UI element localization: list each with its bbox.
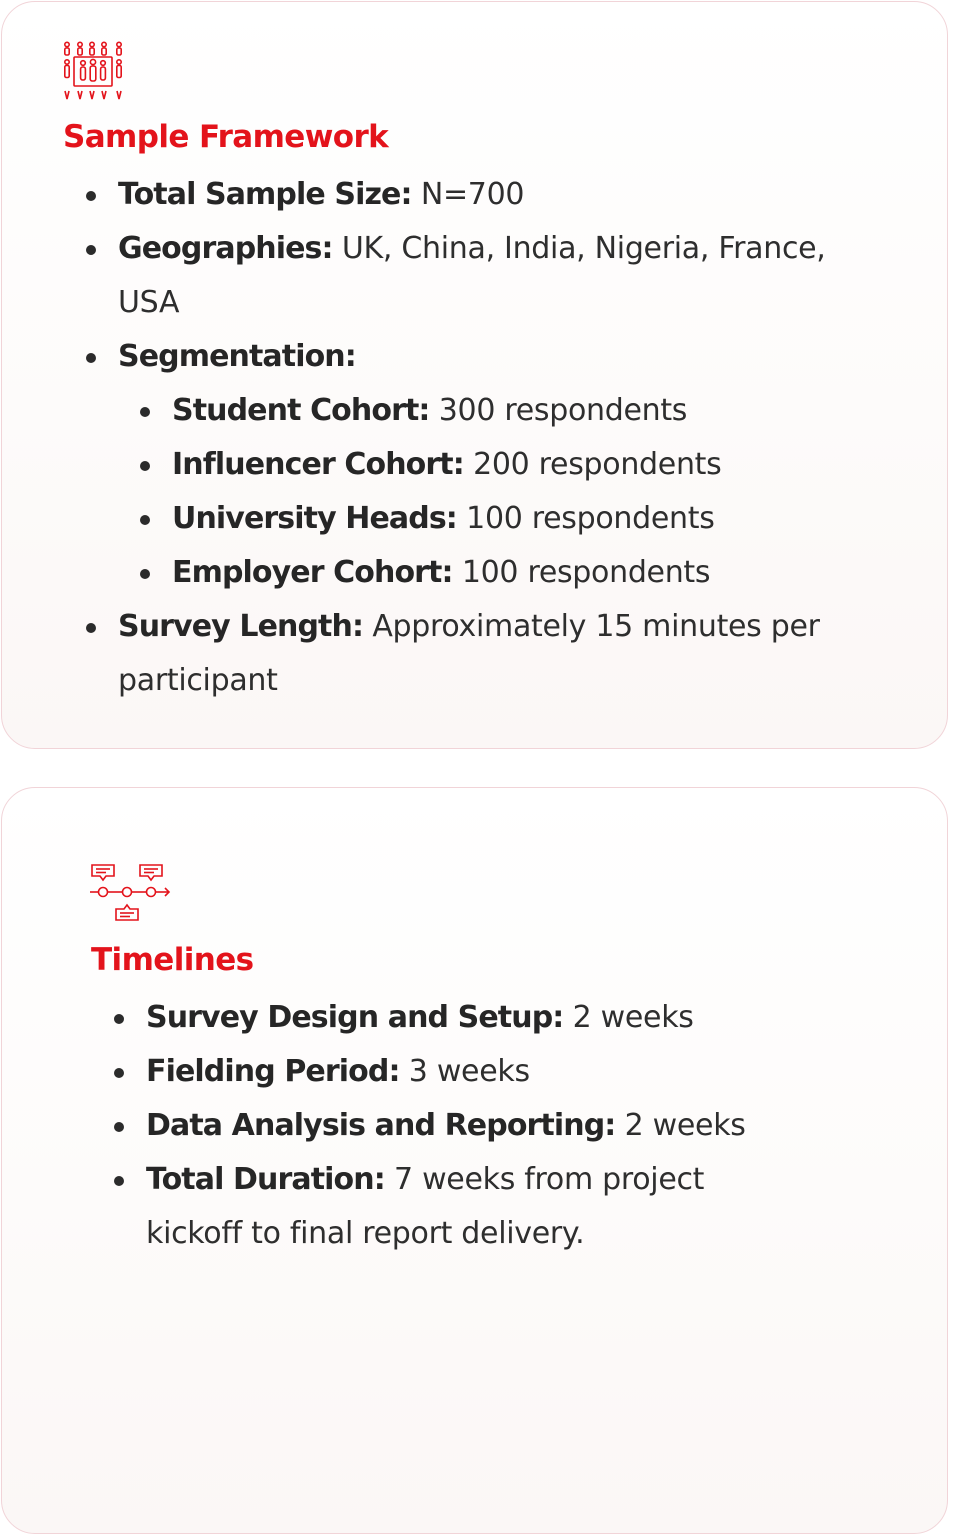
item-label: Survey Design and Setup: xyxy=(146,1000,564,1035)
item-value: UK, China, India, Nigeria, France, USA xyxy=(118,231,826,320)
sub-list-item xyxy=(137,546,883,600)
sample-framework-title: Sample Framework xyxy=(63,119,389,155)
timelines-list xyxy=(111,991,751,1261)
item-label: Total Duration: xyxy=(146,1162,385,1197)
sample-framework-card xyxy=(1,1,948,749)
item-value: Approximately 15 minutes per participant xyxy=(118,609,820,698)
item-label: Data Analysis and Reporting: xyxy=(146,1108,616,1143)
list-item xyxy=(111,991,751,1045)
item-value: 2 weeks xyxy=(624,1108,746,1143)
item-value: 2 weeks xyxy=(572,1000,694,1035)
item-value: N=700 xyxy=(420,177,525,212)
list-item xyxy=(111,1099,751,1153)
item-label: Employer Cohort: xyxy=(172,555,453,590)
item-value: 300 respondents xyxy=(438,393,688,428)
timelines-title: Timelines xyxy=(91,942,254,978)
item-label: Geographies: xyxy=(118,231,333,266)
item-value: 7 weeks from project kickoff to final report delivery. xyxy=(146,1162,705,1251)
item-label: Fielding Period: xyxy=(146,1054,400,1089)
list-item xyxy=(83,168,883,222)
list-item xyxy=(111,1153,751,1261)
item-label: Segmentation: xyxy=(118,339,356,374)
list-item xyxy=(83,222,883,330)
sample-framework-list xyxy=(83,168,883,708)
list-item xyxy=(111,1045,751,1099)
people-group-icon xyxy=(63,41,125,101)
timelines-card xyxy=(1,787,948,1534)
item-label: University Heads: xyxy=(172,501,457,536)
timeline-icon xyxy=(89,863,173,925)
sub-list-item xyxy=(137,384,883,438)
item-value: 100 respondents xyxy=(466,501,715,536)
item-value: 200 respondents xyxy=(473,447,722,482)
segmentation-sublist xyxy=(118,384,883,600)
sub-list-item xyxy=(137,438,883,492)
list-item xyxy=(83,600,883,708)
item-label: Influencer Cohort: xyxy=(172,447,464,482)
sub-list-item xyxy=(137,492,883,546)
item-label: Survey Length: xyxy=(118,609,364,644)
item-label: Student Cohort: xyxy=(172,393,430,428)
item-value: 100 respondents xyxy=(461,555,711,590)
item-value: 3 weeks xyxy=(408,1054,530,1089)
list-item xyxy=(83,330,883,600)
item-label: Total Sample Size: xyxy=(118,177,412,212)
